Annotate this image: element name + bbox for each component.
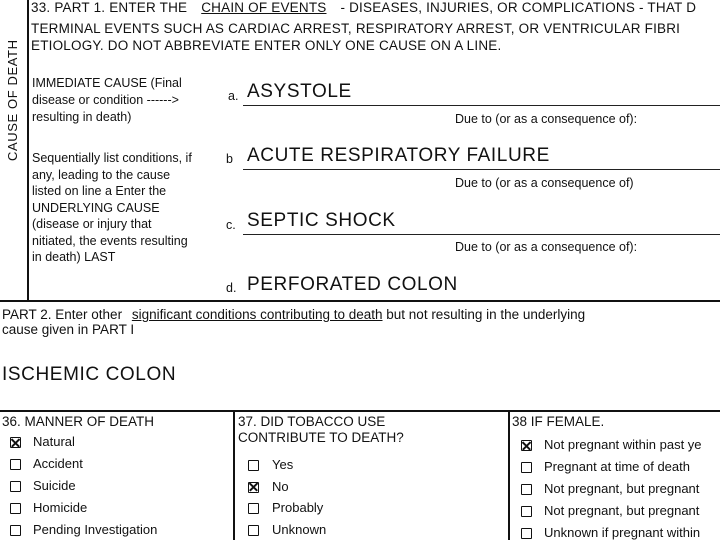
tobacco-option-label-2: No [272, 478, 289, 494]
part1-header-prefix: 33. PART 1. ENTER THE [31, 0, 188, 15]
female-checkbox-3[interactable] [521, 484, 532, 495]
line-b-letter: b [226, 152, 233, 166]
part1-header-line1 [31, 0, 696, 16]
tobacco-title-1: 37. DID TOBACCO USE [238, 414, 386, 429]
line-b-rule [243, 169, 720, 170]
tobacco-checkbox-4[interactable] [248, 525, 259, 536]
line-a-rule [243, 105, 720, 106]
manner-checkbox-3[interactable] [10, 481, 21, 492]
tobacco-option-label-1: Yes [272, 457, 294, 472]
part1-header-line3: ETIOLOGY. DO NOT ABBREVIATE ENTER ONLY ONE CAUSE ON A LINE. [31, 38, 502, 53]
line-d-letter: d. [226, 281, 237, 295]
cause-of-death-side-label: CAUSE OF DEATH [5, 39, 20, 161]
due-to-b: Due to (or as a consequence of) [455, 176, 634, 190]
part1-bottom-line [0, 300, 720, 302]
part2-value[interactable]: ISCHEMIC COLON [2, 364, 177, 385]
part2-prefix: PART 2. Enter other [2, 307, 123, 322]
line-d-value[interactable]: PERFORATED COLON [247, 274, 458, 295]
col-divider-36-37 [233, 410, 235, 540]
tobacco-option-label-4: Unknown [272, 521, 327, 537]
tobacco-checkbox-3[interactable] [248, 503, 259, 514]
sequential-label-5: (disease or injury that [32, 217, 152, 231]
manner-option-label-5: Pending Investigation [33, 522, 158, 537]
female-option-label-1: Not pregnant within past ye [544, 437, 702, 452]
immediate-cause-label-2: disease or condition ------> [32, 93, 179, 107]
part1-header-suffix: - DISEASES, INJURIES, OR COMPLICATIONS - THAT D [340, 0, 697, 15]
line-c-letter: c. [226, 218, 236, 232]
immediate-cause-label-3: resulting in death) [32, 110, 132, 124]
part2-underlined-text: significant conditions contributing to death [131, 307, 383, 322]
tobacco-checkbox-2[interactable] [248, 482, 259, 493]
col-divider-37-38 [508, 410, 510, 540]
sequential-label-1: Sequentially list conditions, if [32, 151, 192, 165]
female-checkbox-5[interactable] [521, 528, 532, 539]
female-option-label-2: Pregnant at time of death [544, 459, 690, 474]
tobacco-title-2: CONTRIBUTE TO DEATH? [238, 430, 404, 445]
female-checkbox-2[interactable] [521, 462, 532, 473]
manner-option-label-4: Homicide [33, 500, 88, 515]
part2-suffix: but not resulting in the underlying [386, 307, 586, 322]
manner-checkbox-4[interactable] [10, 503, 21, 514]
female-option-label-5: Unknown if pregnant within [544, 525, 701, 540]
female-checkbox-1[interactable] [521, 440, 532, 451]
manner-checkbox-5[interactable] [10, 525, 21, 536]
manner-title: 36. MANNER OF DEATH [2, 414, 155, 429]
part2-instructions-line2: cause given in PART I [2, 322, 135, 337]
part2-bottom-line [0, 410, 720, 412]
manner-option-label-2: Accident [33, 456, 83, 471]
manner-checkbox-2[interactable] [10, 459, 21, 470]
tobacco-checkbox-1[interactable] [248, 460, 259, 471]
sequential-label-2: any, leading to the cause [32, 168, 171, 182]
part2-instructions-line1 [2, 307, 585, 322]
tobacco-option-label-3: Probably [272, 500, 324, 515]
sequential-label-6: nitiated, the events resulting [32, 234, 188, 248]
line-a-letter: a. [228, 89, 239, 103]
female-checkbox-4[interactable] [521, 506, 532, 517]
sequential-label-4: UNDERLYING CAUSE [32, 201, 160, 215]
female-option-label-3: Not pregnant, but pregnant [544, 481, 700, 496]
female-title: 38 IF FEMALE. [512, 414, 605, 429]
line-b-value[interactable]: ACUTE RESPIRATORY FAILURE [247, 145, 550, 166]
manner-option-label-1: Natural [33, 434, 75, 449]
chain-of-events-text: CHAIN OF EVENTS [201, 0, 327, 15]
line-c-value[interactable]: SEPTIC SHOCK [247, 210, 396, 231]
manner-checkbox-1[interactable] [10, 437, 21, 448]
left-border-line [27, 0, 29, 300]
due-to-c: Due to (or as a consequence of): [455, 240, 638, 254]
part1-header-line2: TERMINAL EVENTS SUCH AS CARDIAC ARREST, RESPIRATORY ARREST, OR VENTRICULAR FIBRI [31, 21, 681, 36]
sequential-label-3: listed on line a Enter the [32, 184, 167, 198]
manner-option-label-3: Suicide [33, 478, 76, 493]
line-c-rule [243, 234, 720, 235]
female-option-label-4: Not pregnant, but pregnant [544, 503, 700, 518]
due-to-a: Due to (or as a consequence of): [455, 112, 638, 126]
immediate-cause-label-1: IMMEDIATE CAUSE (Final [32, 76, 182, 90]
line-a-value[interactable]: ASYSTOLE [247, 81, 352, 102]
sequential-label-7: in death) LAST [32, 250, 116, 264]
